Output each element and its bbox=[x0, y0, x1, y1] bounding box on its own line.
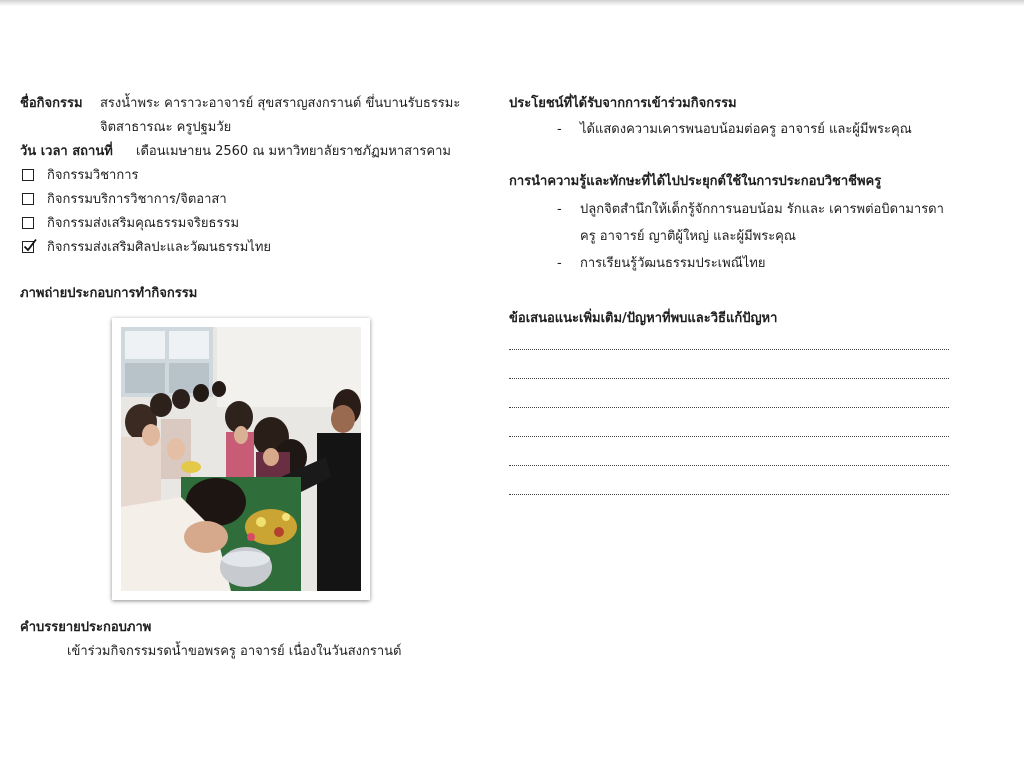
activity-name-value: สรงน้ำพระ คาราวะอาจารย์ สุขสราญสงกรานต์ ขึ่นบานรับธรรมะ bbox=[100, 96, 461, 111]
checklist-item[interactable] bbox=[20, 188, 480, 212]
activity-photo bbox=[121, 327, 361, 591]
application-item-text: การเรียนรู้วัฒนธรรมประเพณีไทย bbox=[580, 256, 766, 271]
checkbox-icon[interactable] bbox=[22, 241, 34, 253]
application-item bbox=[509, 196, 954, 250]
caption-section bbox=[20, 616, 490, 664]
top-edge-shadow bbox=[0, 0, 1024, 6]
activity-photo-image bbox=[121, 327, 361, 591]
blank-line[interactable] bbox=[509, 480, 949, 495]
caption-text: เข้าร่วมกิจกรรมรดน้ำขอพรครู อาจารย์ เนื่องในวันสงกรานต์ bbox=[67, 644, 402, 659]
checkbox-icon[interactable] bbox=[22, 169, 34, 181]
checkbox-icon[interactable] bbox=[22, 217, 34, 229]
benefits-heading: ประโยชน์ที่ได้รับจากการเข้าร่วมกิจกรรม bbox=[509, 96, 737, 111]
application-item bbox=[509, 250, 954, 277]
benefits-item-text: ได้แสดงความเคารพนอบน้อมต่อครู อาจารย์ และผู้มีพระคุณ bbox=[580, 122, 912, 137]
activity-when-value: เดือนเมษายน 2560 ณ มหาวิทยาลัยราชภัฏมหาสารคาม bbox=[136, 144, 451, 159]
checkbox-label: กิจกรรมส่งเสริมศิลปะและวัฒนธรรมไทย bbox=[47, 240, 272, 255]
suggestions-heading: ข้อเสนอแนะเพิ่มเติม/ปัญหาที่พบและวิธีแก้ปัญหา bbox=[509, 311, 778, 326]
activity-name-label: ชื่อกิจกรรม bbox=[20, 96, 83, 111]
application-item-line1: ปลูกจิตสำนึกให้เด็กรู้จักการนอบน้อม รักและ เคารพต่อบิดามารดา bbox=[580, 202, 944, 217]
bullet-dash: - bbox=[557, 122, 562, 137]
checklist-item[interactable] bbox=[20, 164, 480, 188]
blank-line[interactable] bbox=[509, 422, 949, 437]
left-column bbox=[20, 92, 480, 306]
checkbox-label: กิจกรรมวิชาการ bbox=[47, 168, 139, 183]
suggestions-blank-lines[interactable] bbox=[509, 335, 954, 495]
activity-photo-frame bbox=[112, 318, 370, 600]
blank-line[interactable] bbox=[509, 364, 949, 379]
activity-when-label: วัน เวลา สถานที่ bbox=[20, 144, 113, 159]
activity-when-row bbox=[20, 140, 480, 164]
application-heading: การนำความรู้และทักษะที่ได้ไปประยุกต์ใช้ในการประกอบวิชาชีพครู bbox=[509, 174, 882, 189]
checkbox-icon[interactable] bbox=[22, 193, 34, 205]
checkmark-icon bbox=[22, 238, 38, 254]
blank-line[interactable] bbox=[509, 451, 949, 466]
bullet-dash: - bbox=[557, 256, 562, 271]
checkbox-label: กิจกรรมบริการวิชาการ/จิตอาสา bbox=[47, 192, 227, 207]
activity-type-checklist bbox=[20, 164, 480, 260]
blank-line[interactable] bbox=[509, 335, 949, 350]
application-item-line2: ครู อาจารย์ ญาติผู้ใหญ่ และผู้มีพระคุณ bbox=[580, 229, 796, 244]
activity-name-row bbox=[20, 92, 480, 116]
checklist-item[interactable] bbox=[20, 236, 480, 260]
checkbox-label: กิจกรรมส่งเสริมคุณธรรมจริยธรรม bbox=[47, 216, 240, 231]
right-column bbox=[509, 92, 954, 509]
activity-name-value-line2: จิตสาธารณะ ครูปฐมวัย bbox=[100, 120, 232, 135]
bullet-dash: - bbox=[557, 202, 562, 217]
photo-heading: ภาพถ่ายประกอบการทำกิจกรรม bbox=[20, 286, 198, 301]
checklist-item[interactable] bbox=[20, 212, 480, 236]
benefits-item bbox=[509, 116, 954, 144]
blank-line[interactable] bbox=[509, 393, 949, 408]
activity-name-row-2 bbox=[20, 116, 480, 140]
caption-heading: คำบรรยายประกอบภาพ bbox=[20, 620, 152, 635]
